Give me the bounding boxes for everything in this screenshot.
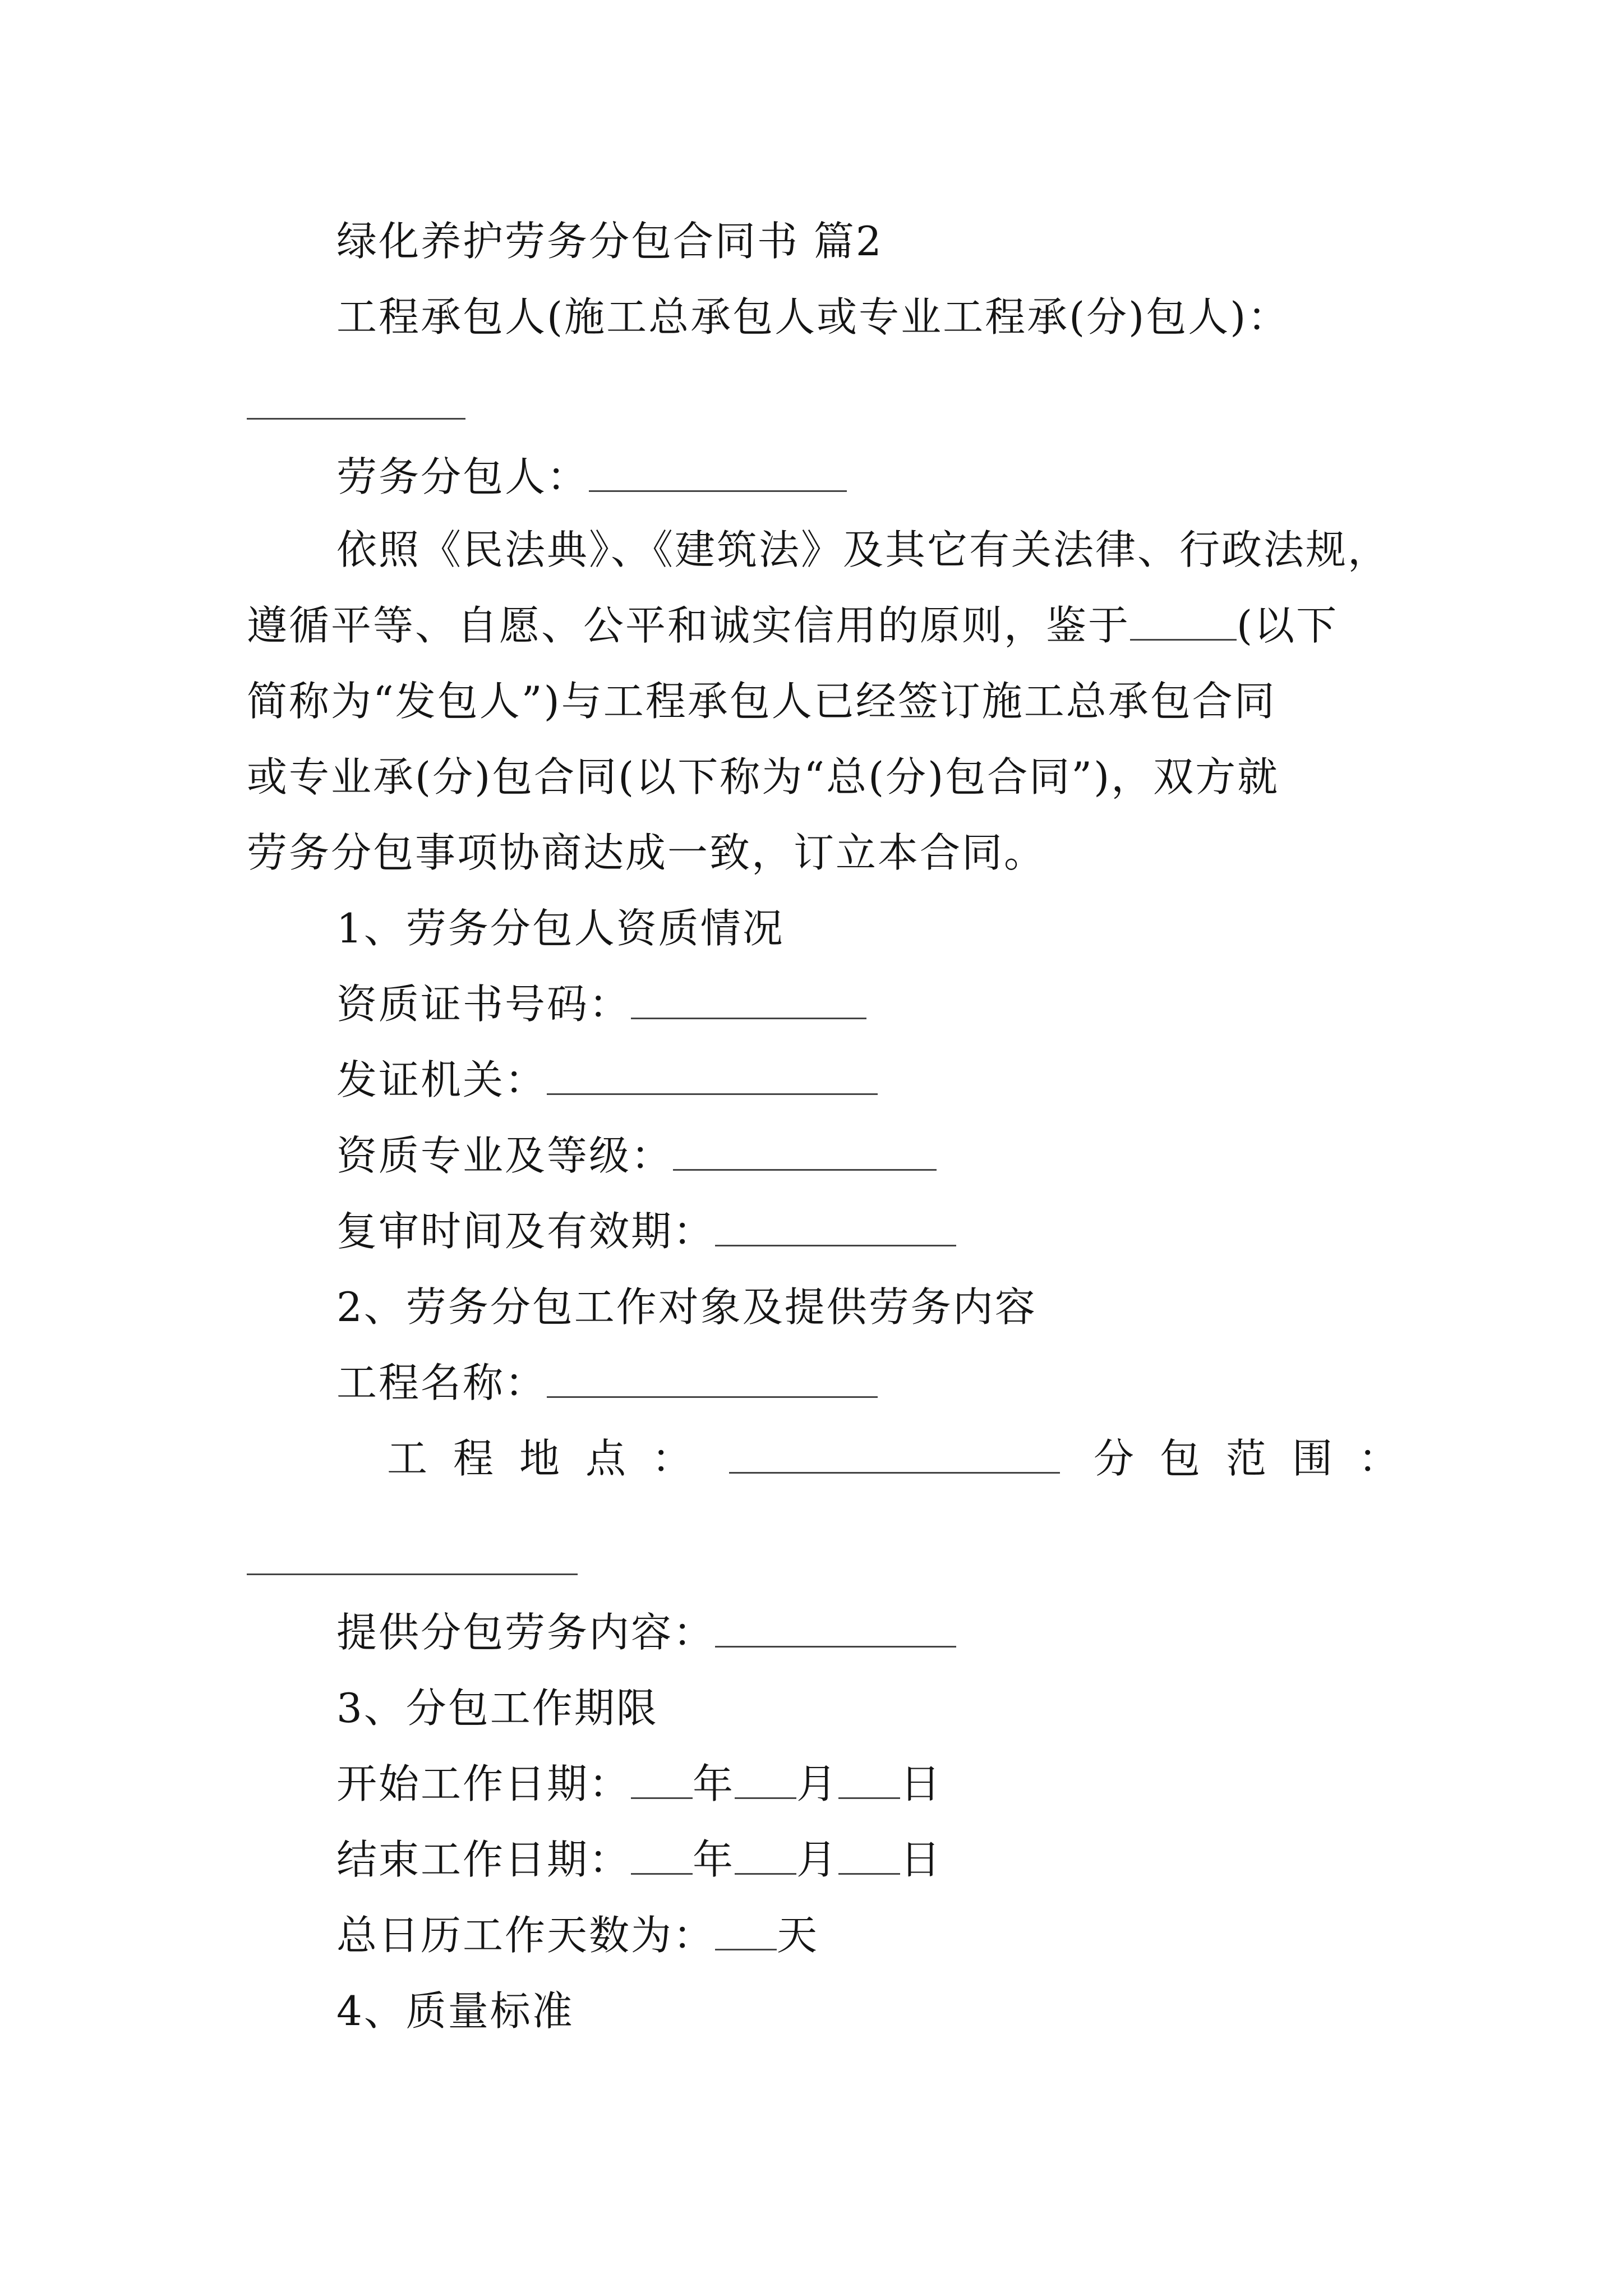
preamble-line-4: 或专业承(分)包合同(以下称为“总(分)包合同”)，双方就 [247,753,1280,800]
issuer-label: 发证机关： [336,1056,547,1103]
scope-label: 分包范围： [1094,1435,1425,1482]
start-date-line [336,1756,942,1812]
end-year-blank [631,1832,693,1875]
grade-line [336,1128,937,1184]
cert-no-blank [631,976,866,1019]
preamble-line-3: 简称为“发包人”)与工程承包人已经签订施工总承包合同 [247,678,1276,725]
project-name-blank [547,1355,878,1398]
end-year-unit: 年 [693,1836,735,1883]
employer-blank [1130,597,1237,641]
location-blank [729,1430,1060,1474]
content-blank [715,1604,956,1648]
section3-heading: 3、分包工作期限 [336,1685,658,1732]
section2-heading: 2、劳务分包工作对象及提供劳务内容 [336,1283,1037,1331]
start-year-blank [631,1756,693,1799]
contractor-blank [247,418,465,420]
start-year-unit: 年 [693,1760,735,1807]
total-days-blank [715,1907,777,1950]
preamble-line-2 [247,597,1338,654]
total-label: 总日历工作天数为： [336,1912,716,1959]
end-day-unit: 日 [900,1836,943,1883]
subcontractor-line [336,449,847,505]
start-day-unit: 日 [900,1760,943,1807]
preamble-line-1: 依照《民法典》、《建筑法》及其它有关法律、行政法规， [336,526,1390,573]
start-month-unit: 月 [796,1760,839,1807]
start-month-blank [735,1756,796,1799]
end-month-unit: 月 [796,1836,839,1883]
grade-blank [673,1128,937,1171]
scope-blank [247,1573,578,1575]
issuer-blank [547,1052,878,1095]
total-days-unit: 天 [777,1912,819,1959]
location-scope-line [387,1430,1424,1487]
start-day-blank [838,1756,900,1799]
review-line [336,1203,956,1259]
start-label: 开始工作日期： [336,1760,631,1807]
section1-heading: 1、劳务分包人资质情况 [336,905,785,952]
end-date-line [336,1832,942,1888]
review-label: 复审时间及有效期： [336,1208,716,1255]
review-blank [715,1203,956,1246]
project-name-label: 工程名称： [336,1359,547,1406]
preamble-line-5: 劳务分包事项协商达成一致，订立本合同。 [247,829,1046,876]
project-name-line [336,1355,878,1411]
preamble-line-2-tail: (以下 [1237,602,1339,649]
cert-no-line [336,976,866,1032]
location-label: 工程地点： [387,1435,718,1482]
end-label: 结束工作日期： [336,1836,631,1883]
content-label: 提供分包劳务内容： [336,1609,716,1656]
section4-heading: 4、质量标准 [336,1987,574,2035]
end-month-blank [735,1832,796,1875]
cert-no-label: 资质证书号码： [336,981,631,1028]
document-title: 绿化养护劳务分包合同书 篇2 [336,218,883,265]
grade-label: 资质专业及等级： [336,1132,674,1179]
preamble-line-2-text: 遵循平等、自愿、公平和诚实信用的原则，鉴于 [247,602,1131,649]
subcontractor-blank [589,449,847,492]
contractor-label: 工程承包人(施工总承包人或专业工程承(分)包人)： [336,293,1290,341]
total-days-line [336,1907,819,1963]
end-day-blank [838,1832,900,1875]
subcontractor-label: 劳务分包人： [336,453,589,500]
issuer-line [336,1052,878,1108]
content-line [336,1604,956,1660]
